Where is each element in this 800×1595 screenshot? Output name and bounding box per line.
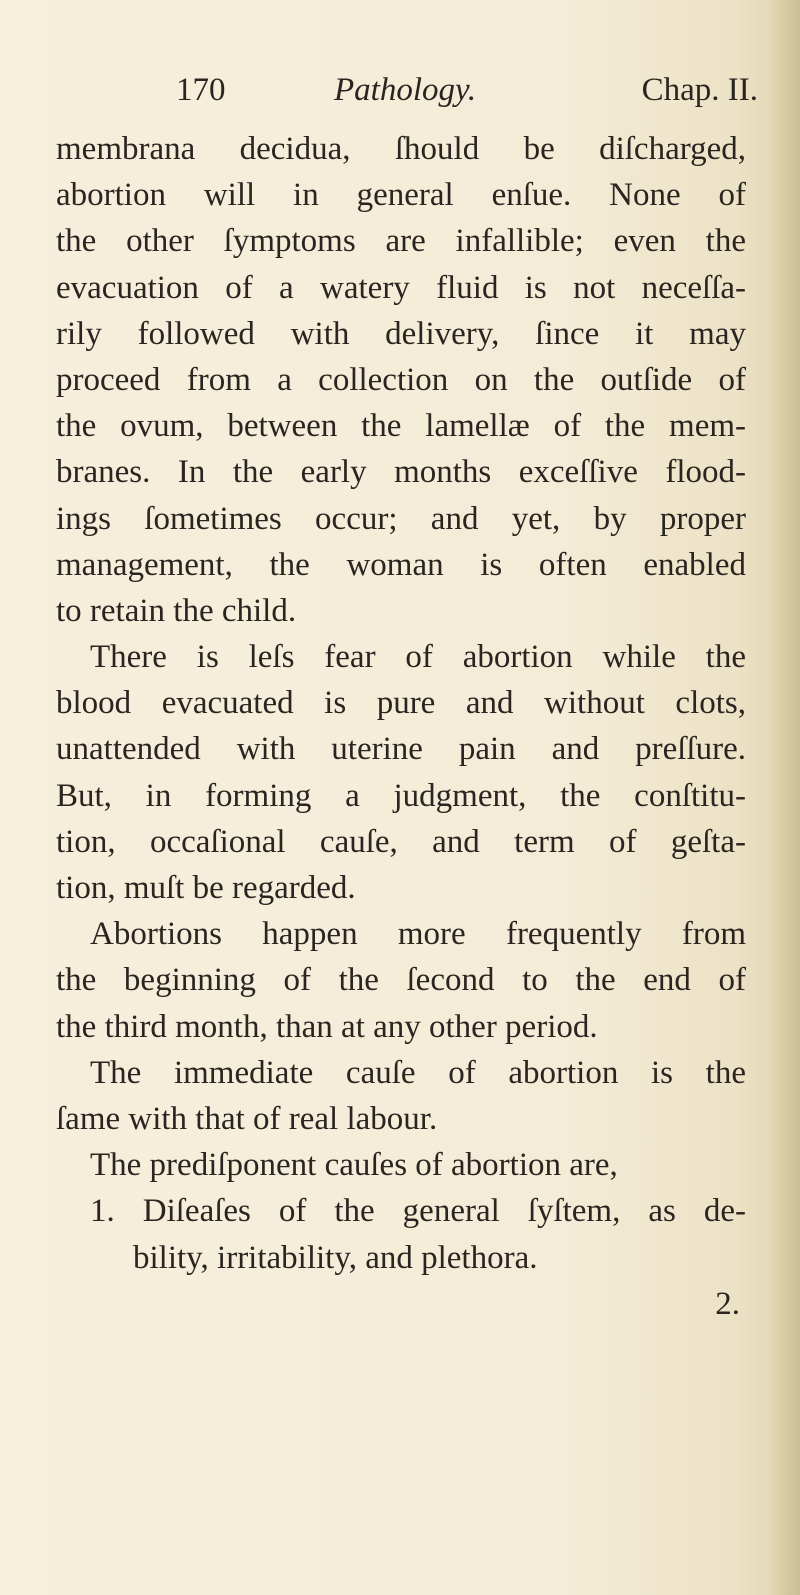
- text-line: Abortions happen more frequently from: [90, 916, 746, 953]
- running-header: [176, 72, 758, 116]
- page-edge-shadow: [770, 0, 800, 1595]
- text-line: the other ſymptoms are infallible; even the: [56, 223, 746, 260]
- text-line: The prediſponent cauſes of abortion are,: [90, 1147, 618, 1184]
- list-item: 1. Diſeaſes of the general ſyſtem, as de-: [90, 1193, 746, 1230]
- text-line: blood evacuated is pure and without clots,: [56, 685, 746, 722]
- running-title: Pathology.: [334, 72, 477, 108]
- text-line: ings ſometimes occur; and yet, by proper: [56, 500, 746, 537]
- text-line: the third month, than at any other period.: [56, 1008, 598, 1045]
- text-line: But, in forming a judgment, the conſtitu-: [56, 777, 746, 814]
- text-line: to retain the child.: [56, 592, 297, 629]
- catchword: 2.: [715, 1285, 740, 1322]
- chapter-label: Chap. II.: [641, 72, 758, 108]
- text-line: The immediate cauſe of abortion is the: [90, 1054, 746, 1091]
- text-line: There is leſs fear of abortion while the: [90, 639, 746, 676]
- text-line: abortion will in general enſue. None of: [56, 177, 746, 214]
- text-line: tion, occaſional cauſe, and term of geſta-: [56, 823, 746, 860]
- text-line: rily followed with delivery, ſince it may: [56, 315, 746, 352]
- page-number: 170: [176, 72, 226, 108]
- text-line: unattended with uterine pain and preſſure.: [56, 731, 746, 768]
- text-line: branes. In the early months exceſſive flood-: [56, 454, 746, 491]
- text-line: tion, muſt be regarded.: [56, 870, 356, 906]
- text-line: evacuation of a watery fluid is not neceſſa-: [56, 269, 746, 306]
- body-text: [56, 126, 746, 1327]
- text-line: ſame with that of real labour.: [56, 1100, 438, 1137]
- text-line: bility, irritability, and plethora.: [133, 1239, 538, 1276]
- text-line: the ovum, between the lamellæ of the mem-: [56, 408, 746, 445]
- text-line: membrana decidua, ſhould be diſcharged,: [56, 131, 746, 167]
- text-line: the beginning of the ſecond to the end of: [56, 962, 746, 999]
- text-line: management, the woman is often enabled: [56, 546, 746, 583]
- text-line: proceed from a collection on the outſide of: [56, 361, 746, 398]
